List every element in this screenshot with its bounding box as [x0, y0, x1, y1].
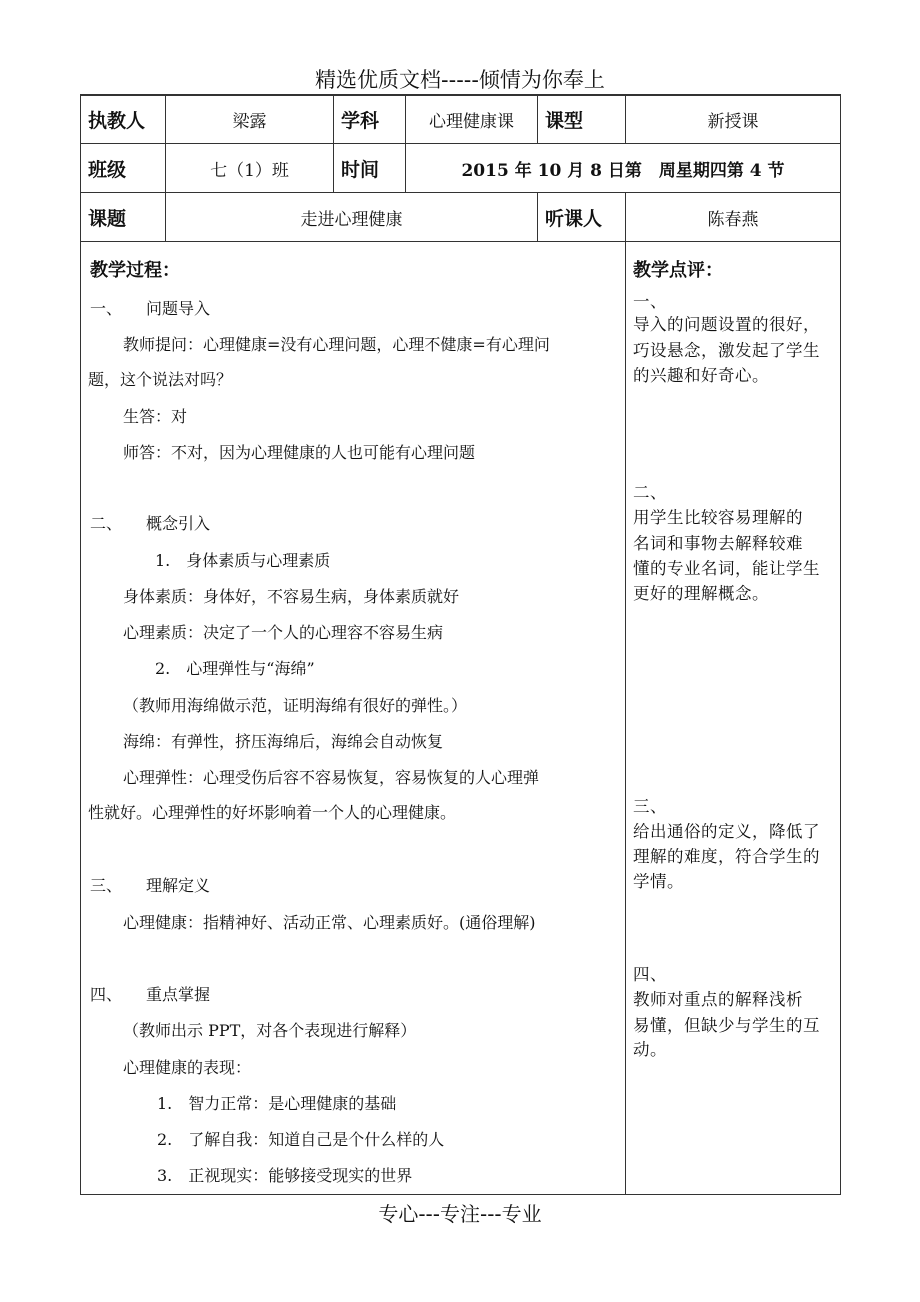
table-border — [80, 94, 81, 1195]
process-line: 心理素质：决定了一个人的心理容不容易生病 — [123, 623, 444, 642]
review-line: 理解的难度，符合学生的 — [633, 847, 820, 866]
teacher-value: 梁露 — [232, 111, 267, 132]
process-line: 身体素质：身体好，不容易生病，身体素质就好 — [123, 587, 460, 606]
process-line: 1. 身体素质与心理素质 — [155, 551, 331, 570]
table-border — [80, 1194, 841, 1195]
row-divider — [80, 241, 841, 242]
process-line: 1. 智力正常：是心理健康的基础 — [157, 1094, 397, 1113]
review-line: 懂的专业名词，能让学生 — [633, 559, 820, 578]
subject-value: 心理健康课 — [429, 111, 514, 132]
process-line: （教师出示 PPT，对各个表现进行解释） — [123, 1021, 417, 1040]
review-line: 更好的理解概念。 — [633, 584, 769, 603]
process-line: 2. 心理弹性与“海绵” — [155, 659, 315, 678]
process-line: （教师用海绵做示范，证明海绵有很好的弹性。） — [123, 696, 468, 715]
process-line: 2. 了解自我：知道自己是个什么样的人 — [157, 1130, 445, 1149]
process-line: 题，这个说法对吗？ — [88, 370, 233, 389]
review-line: 动。 — [633, 1040, 667, 1059]
class-label: 班级 — [88, 158, 127, 181]
listener-label: 听课人 — [545, 207, 603, 230]
process-line: 心理弹性：心理受伤后容不容易恢复，容易恢复的人心理弹 — [123, 768, 540, 787]
review-line: 四、 — [633, 965, 667, 984]
page-header: 精选优质文档-----倾情为你奉上 — [315, 68, 605, 92]
col-divider — [625, 192, 626, 1195]
topic-value: 走进心理健康 — [300, 209, 403, 230]
review-line: 导入的问题设置的很好， — [633, 315, 820, 334]
process-line: 海绵：有弹性，挤压海绵后，海绵会自动恢复 — [123, 732, 444, 751]
time-label: 时间 — [341, 158, 380, 181]
subject-label: 学科 — [341, 109, 380, 132]
process-line: 心理健康：指精神好、活动正常、心理素质好。(通俗理解) — [123, 913, 536, 932]
class-value: 七（1）班 — [210, 160, 289, 181]
process-line: 教师提问：心理健康=没有心理问题，心理不健康=有心理问 — [123, 335, 550, 354]
type-label: 课型 — [545, 109, 584, 132]
review-line: 名词和事物去解释较难 — [633, 534, 803, 553]
review-line: 教师对重点的解释浅析 — [633, 990, 803, 1009]
review-line: 给出通俗的定义，降低了 — [633, 822, 820, 841]
listener-value: 陈春燕 — [707, 209, 759, 230]
review-line: 二、 — [633, 483, 667, 502]
process-line: 3. 正视现实：能够接受现实的世界 — [157, 1166, 413, 1185]
section-title: 二、 概念引入 — [90, 514, 211, 533]
section-title: 一、 问题导入 — [90, 299, 211, 318]
review-line: 三、 — [633, 797, 667, 816]
review-line: 的兴趣和好奇心。 — [633, 366, 769, 385]
review-line: 一、 — [633, 292, 667, 311]
process-heading: 教学过程： — [90, 260, 180, 281]
table-border — [840, 94, 841, 1195]
process-line: 师答：不对，因为心理健康的人也可能有心理问题 — [123, 443, 476, 462]
review-line: 学情。 — [633, 872, 684, 891]
time-value: 2015 年 10 月 8 日第 周星期四第 4 节 — [461, 160, 785, 181]
review-line: 易懂，但缺少与学生的互 — [633, 1016, 820, 1035]
page-footer: 专心---专注---专业 — [378, 1202, 542, 1226]
section-title: 三、 理解定义 — [90, 876, 211, 895]
teacher-label: 执教人 — [88, 109, 146, 132]
review-heading: 教学点评： — [633, 260, 723, 281]
process-line: 生答：对 — [123, 407, 188, 426]
process-line: 性就好。心理弹性的好坏影响着一个人的心理健康。 — [88, 803, 457, 822]
review-line: 用学生比较容易理解的 — [633, 508, 803, 527]
process-line: 心理健康的表现： — [123, 1058, 252, 1077]
type-value: 新授课 — [707, 111, 759, 132]
topic-label: 课题 — [88, 207, 127, 230]
review-line: 巧设悬念，激发起了学生 — [633, 341, 820, 360]
section-title: 四、 重点掌握 — [90, 985, 211, 1004]
